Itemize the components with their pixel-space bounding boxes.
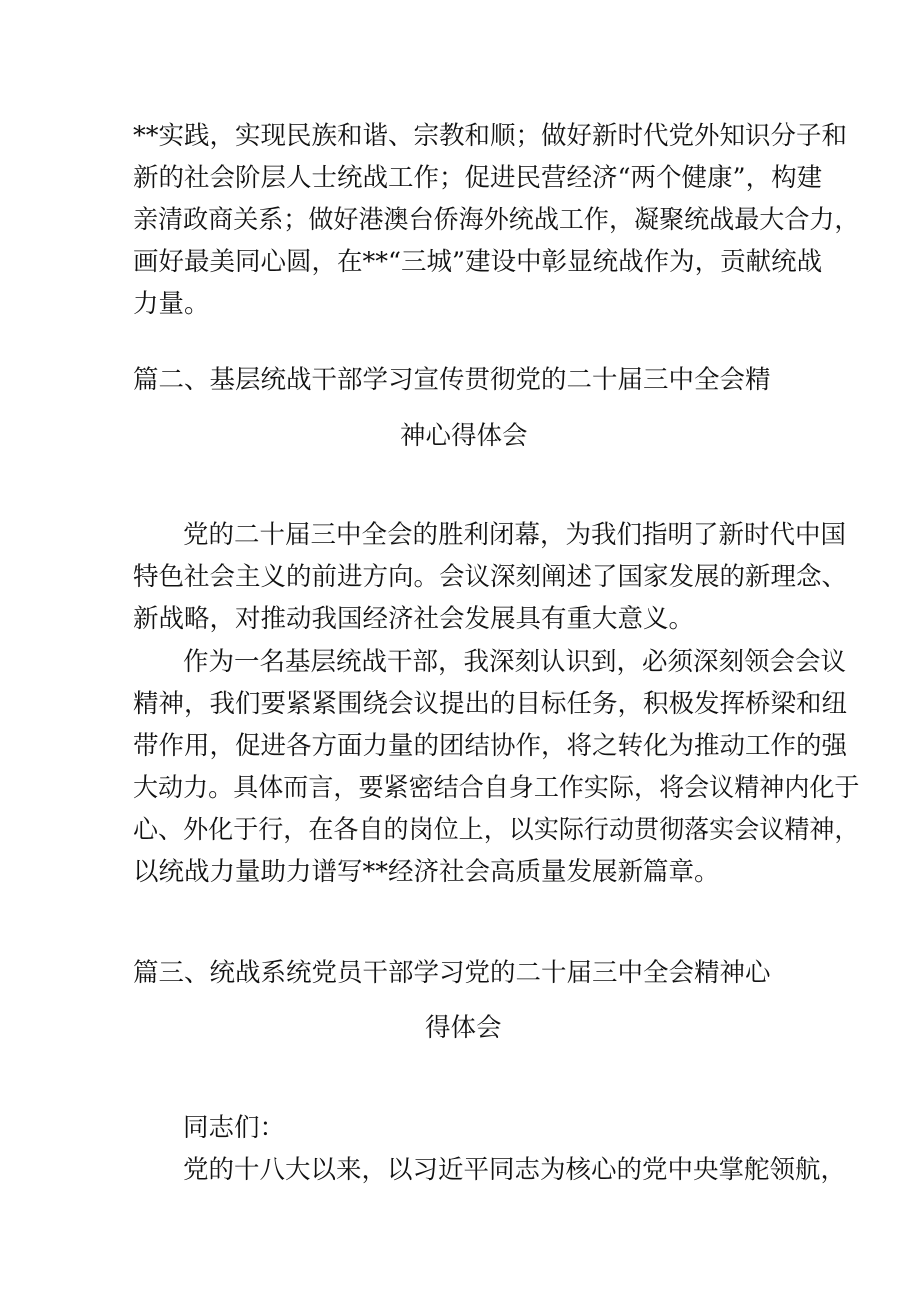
text-line: 特色社会主义的前进方向。会议深刻阐述了国家发展的新理念、 — [133, 562, 848, 592]
text-line: 画好最美同心圆，在**“三城”建设中彰显统战作为，贡献统战 — [133, 247, 823, 277]
text-line: 以统战力量助力谱写**经济社会高质量发展新篇章。 — [133, 857, 720, 887]
text-line: 心、外化于行，在各自的岗位上，以实际行动贯彻落实会议精神， — [133, 815, 860, 845]
heading-line: 神心得体会 — [400, 421, 528, 451]
text-line: 党的二十届三中全会的胜利闭幕，为我们指明了新时代中国 — [183, 520, 847, 550]
text-line: 亲清政商关系；做好港澳台侨海外统战工作，凝聚统战最大合力， — [133, 205, 860, 235]
text-line: 带作用，促进各方面力量的团结协作，将之转化为推动工作的强 — [133, 731, 848, 761]
heading-line: 篇二、基层统战干部学习宣传贯彻党的二十届三中全会精 — [133, 365, 771, 395]
text-line: 作为一名基层统战干部，我深刻认识到，必须深刻领会会议 — [183, 647, 847, 677]
text-line: 大动力。具体而言，要紧密结合自身工作实际，将会议精神内化于 — [133, 773, 860, 803]
salutation: 同志们： — [183, 1113, 286, 1143]
text-line: 精神，我们要紧紧围绕会议提出的目标任务，积极发挥桥梁和纽 — [133, 689, 848, 719]
heading-line: 篇三、统战系统党员干部学习党的二十届三中全会精神心 — [133, 958, 771, 988]
text-line: **实践，实现民族和谐、宗教和顺；做好新时代党外知识分子和 — [133, 121, 848, 151]
text-line: 新战略，对推动我国经济社会发展具有重大意义。 — [133, 604, 695, 634]
text-line: 新的社会阶层人士统战工作；促进民营经济“两个健康”，构建 — [133, 163, 823, 193]
text-line: 党的十八大以来，以习近平同志为核心的党中央掌舵领航， — [183, 1155, 847, 1185]
heading-line: 得体会 — [425, 1013, 502, 1043]
text-line: 力量。 — [133, 289, 210, 319]
